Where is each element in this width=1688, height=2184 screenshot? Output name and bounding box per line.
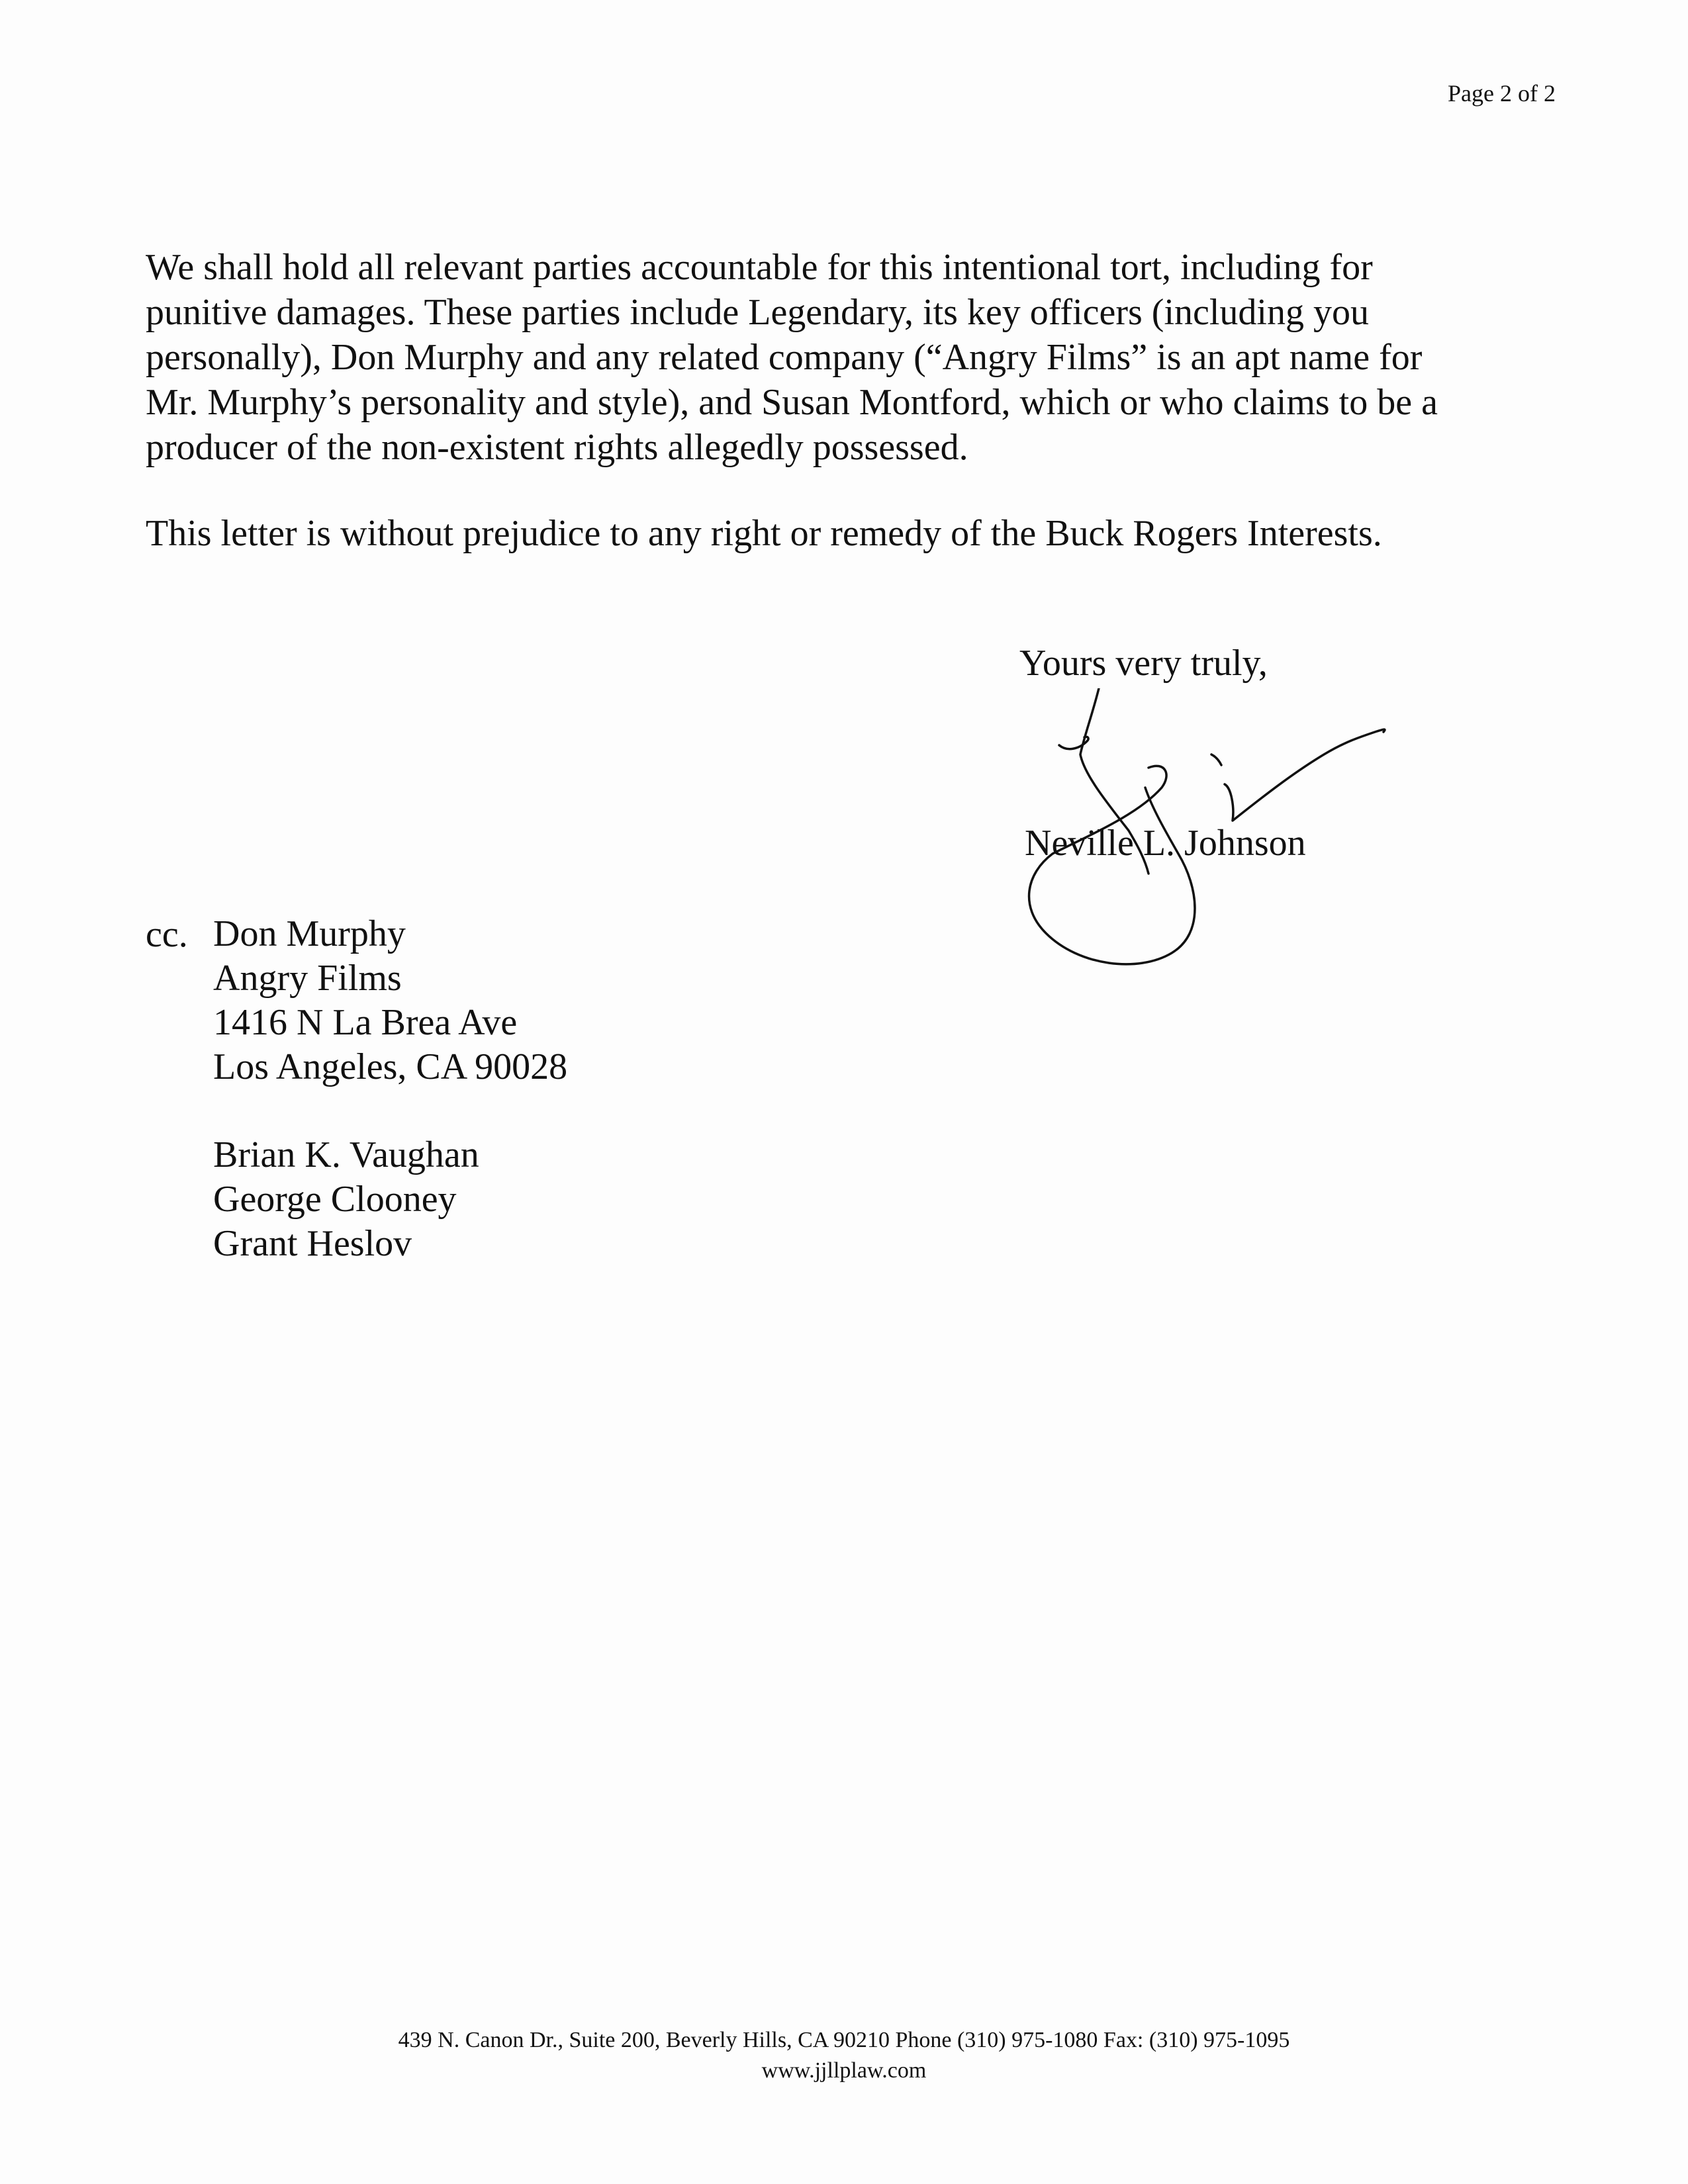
paragraph-without-prejudice: [146, 511, 1589, 556]
cc-line: Los Angeles, CA 90028: [213, 1046, 568, 1087]
paragraph-line: producer of the non-existent rights allegedly possessed.: [146, 427, 968, 468]
page-number: Page 2 of 2: [1448, 80, 1556, 107]
closing-salutation: Yours very truly,: [1019, 643, 1268, 684]
footer-website: www.jjllplaw.com: [761, 2058, 927, 2083]
paragraph-line: personally), Don Murphy and any related company (“Angry Films” is an apt name for: [146, 337, 1423, 378]
cc-label: cc.: [146, 914, 188, 955]
cc-line: Brian K. Vaughan: [213, 1134, 479, 1175]
handwritten-signature: [1006, 688, 1403, 979]
cc-line: 1416 N La Brea Ave: [213, 1002, 518, 1043]
paragraph-accountability: [146, 245, 1589, 470]
cc-line: Don Murphy: [213, 913, 406, 954]
paragraph-line: This letter is without prejudice to any right or remedy of the Buck Rogers Interests.: [146, 513, 1382, 554]
footer-address: 439 N. Canon Dr., Suite 200, Beverly Hills, CA 90210 Phone (310) 975-1080 Fax: (310) 975-1095: [398, 2028, 1290, 2052]
cc-line: Grant Heslov: [213, 1223, 412, 1264]
cc-recipient-don-murphy: [213, 912, 567, 1089]
cc-line: Angry Films: [213, 958, 402, 999]
paragraph-line: punitive damages. These parties include Legendary, its key officers (including you: [146, 292, 1369, 333]
paragraph-line: We shall hold all relevant parties accountable for this intentional tort, including for: [146, 247, 1373, 288]
signer-name: Neville L. Johnson: [1025, 823, 1306, 864]
cc-line: George Clooney: [213, 1179, 457, 1220]
paragraph-line: Mr. Murphy’s personality and style), and Susan Montford, which or who claims to be a: [146, 382, 1438, 423]
letterhead-footer: [0, 2025, 1688, 2086]
cc-recipients-additional: [213, 1133, 479, 1266]
